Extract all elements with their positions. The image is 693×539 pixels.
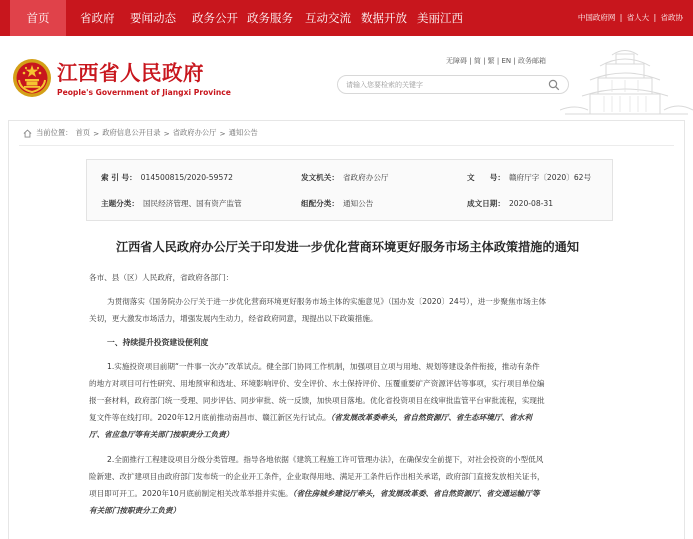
meta-genre-label: 组配分类： xyxy=(301,199,339,208)
meta-genre xyxy=(301,198,373,209)
nav-news[interactable]: 要闻动态 xyxy=(130,11,176,25)
item2-line-3 xyxy=(89,485,629,502)
breadcrumb-sep: > xyxy=(93,128,100,138)
link-provincial-cppcc[interactable]: 省政协 xyxy=(660,13,683,22)
separator: | xyxy=(619,13,623,22)
nav-gov-open[interactable]: 政务公开 xyxy=(192,11,238,25)
traditional-link[interactable]: 繁 xyxy=(487,57,495,65)
nav-beautiful-jiangxi[interactable]: 美丽江西 xyxy=(417,11,463,25)
breadcrumb-office[interactable]: 省政府办公厅 xyxy=(172,128,217,137)
breadcrumb-sep: > xyxy=(219,128,226,138)
nav-gov-service[interactable]: 政务服务 xyxy=(247,11,293,25)
item1-note-b: 厅、省应急厅等有关部门按职责分工负责） xyxy=(89,430,234,439)
item1-note-a: （省发展改革委牵头，省自然资源厅、省生态环境厅、省水利 xyxy=(330,413,532,422)
breadcrumb-catalog[interactable]: 政府信息公开目录 xyxy=(102,128,161,137)
meta-topic-label: 主题分类： xyxy=(101,199,139,208)
meta-date-label: 成文日期： xyxy=(467,199,505,208)
accessibility-link[interactable]: 无障碍 xyxy=(446,57,467,65)
document-metadata xyxy=(86,159,613,221)
search-box xyxy=(337,75,569,94)
nav-open-data[interactable]: 数据开放 xyxy=(361,11,407,25)
salutation: 各市、县（区）人民政府，省政府各部门： xyxy=(89,273,234,282)
search-input[interactable] xyxy=(346,78,536,91)
breadcrumb-sep: > xyxy=(163,128,170,138)
nav-interaction[interactable]: 互动交流 xyxy=(305,11,351,25)
site-title[interactable]: 江西省人民政府 xyxy=(57,61,204,85)
simplified-link[interactable]: 简 xyxy=(473,57,481,65)
separator: | xyxy=(483,57,486,65)
item1-line-2: 的地方对项目可行性研究、用地预审和选址、环境影响评价、安全评价、水土保持评价、压覆重要矿产资源评估等事项，实行项目单位编 xyxy=(89,379,545,388)
item2-line-1: 2.全面推行工程建设项目分级分类管理。指导各地依据《建筑工程施工许可管理办法》，在确保安全前提下，对社会投资的小型低风 xyxy=(107,455,544,464)
breadcrumb xyxy=(23,128,261,138)
link-provincial-congress[interactable]: 省人大 xyxy=(626,13,650,22)
meta-index-label: 索 引 号： xyxy=(101,173,137,182)
meta-index-value: 014500815/2020-59572 xyxy=(140,173,233,182)
nav-home[interactable]: 首页 xyxy=(10,0,66,36)
meta-issuer-label: 发文机关： xyxy=(301,173,339,182)
separator: | xyxy=(496,57,500,65)
article-container xyxy=(8,120,685,539)
location-icon xyxy=(23,129,32,138)
top-nav xyxy=(0,0,693,36)
item1-line-4 xyxy=(89,409,629,426)
separator: | xyxy=(653,13,657,22)
item1-line-4-text: 复文件等在线打印。2020年12月底前推动南昌市、赣江新区先行试点。 xyxy=(89,413,331,422)
separator: | xyxy=(469,57,472,65)
breadcrumb-label: 当前位置： xyxy=(36,128,73,137)
meta-topic xyxy=(101,198,242,209)
utility-links xyxy=(446,56,546,66)
breadcrumb-notice[interactable]: 通知公告 xyxy=(228,128,258,137)
breadcrumb-home[interactable]: 首页 xyxy=(75,128,91,137)
gov-mail-link[interactable]: 政务邮箱 xyxy=(517,57,546,65)
meta-date-value: 2020-08-31 xyxy=(508,199,554,208)
english-link[interactable]: EN xyxy=(501,57,512,65)
intro-line-1: 为贯彻落实《国务院办公厅关于进一步优化营商环境更好服务市场主体的实施意见》（国办发〔2020〕24号），进一步聚焦市场主体 xyxy=(107,297,547,306)
breadcrumb-divider xyxy=(19,145,674,146)
meta-docno-value: 赣府厅字〔2020〕62号 xyxy=(508,173,592,182)
link-china-gov[interactable]: 中国政府网 xyxy=(577,13,616,22)
meta-docno xyxy=(467,172,591,183)
top-right-links xyxy=(576,0,683,36)
item1-line-3: 报一套材料，政府部门统一受理、同步评估、同步审批、统一反馈，加快项目落地。优化省投资项目在线审批监管平台审批流程，实现批 xyxy=(89,396,545,405)
meta-issuer xyxy=(301,172,389,183)
nav-province-gov[interactable]: 省政府 xyxy=(80,11,115,25)
meta-genre-value: 通知公告 xyxy=(342,199,374,208)
meta-issuer-value: 省政府办公厅 xyxy=(342,173,389,182)
meta-date xyxy=(467,198,553,209)
tengwang-pavilion-illustration xyxy=(560,44,693,120)
separator: | xyxy=(513,57,516,65)
section-heading-1: 一、持续提升投资建设便利度 xyxy=(107,338,209,347)
item2-line-3-text: 项目即可开工。2020年10月底前制定相关改革举措并实施。 xyxy=(89,489,293,498)
search-icon[interactable] xyxy=(548,79,560,91)
intro-line-2: 关切，更大激发市场活力，增强发展内生动力，经省政府同意，现提出以下政策措施。 xyxy=(89,314,378,323)
item2-note-b: 有关部门按职责分工负责） xyxy=(89,506,181,515)
site-title-en: People's Government of Jiangxi Province xyxy=(57,88,231,97)
site-header xyxy=(0,36,693,120)
item2-line-2: 险新建、改扩建项目由政府部门发布统一的企业开工条件，企业取得用地、满足开工条件后作出相关承诺，政府部门直接发放相关证书， xyxy=(89,472,545,481)
document-title: 江西省人民政府办公厅关于印发进一步优化营商环境更好服务市场主体政策措施的通知 xyxy=(115,240,580,254)
meta-docno-label: 文 号： xyxy=(467,173,505,182)
item1-line-1: 1.实施投资项目前期“一件事一次办”改革试点。健全部门协同工作机制，加强项目立项与用地、规划等建设条件衔接，推动有条件 xyxy=(107,362,540,371)
meta-index xyxy=(101,172,233,183)
item2-note-a: （省住房城乡建设厅牵头，省发展改革委、省自然资源厅、省交通运输厅等 xyxy=(292,489,540,498)
meta-topic-value: 国民经济管理、国有资产监管 xyxy=(142,199,242,208)
national-emblem-icon xyxy=(12,58,52,98)
